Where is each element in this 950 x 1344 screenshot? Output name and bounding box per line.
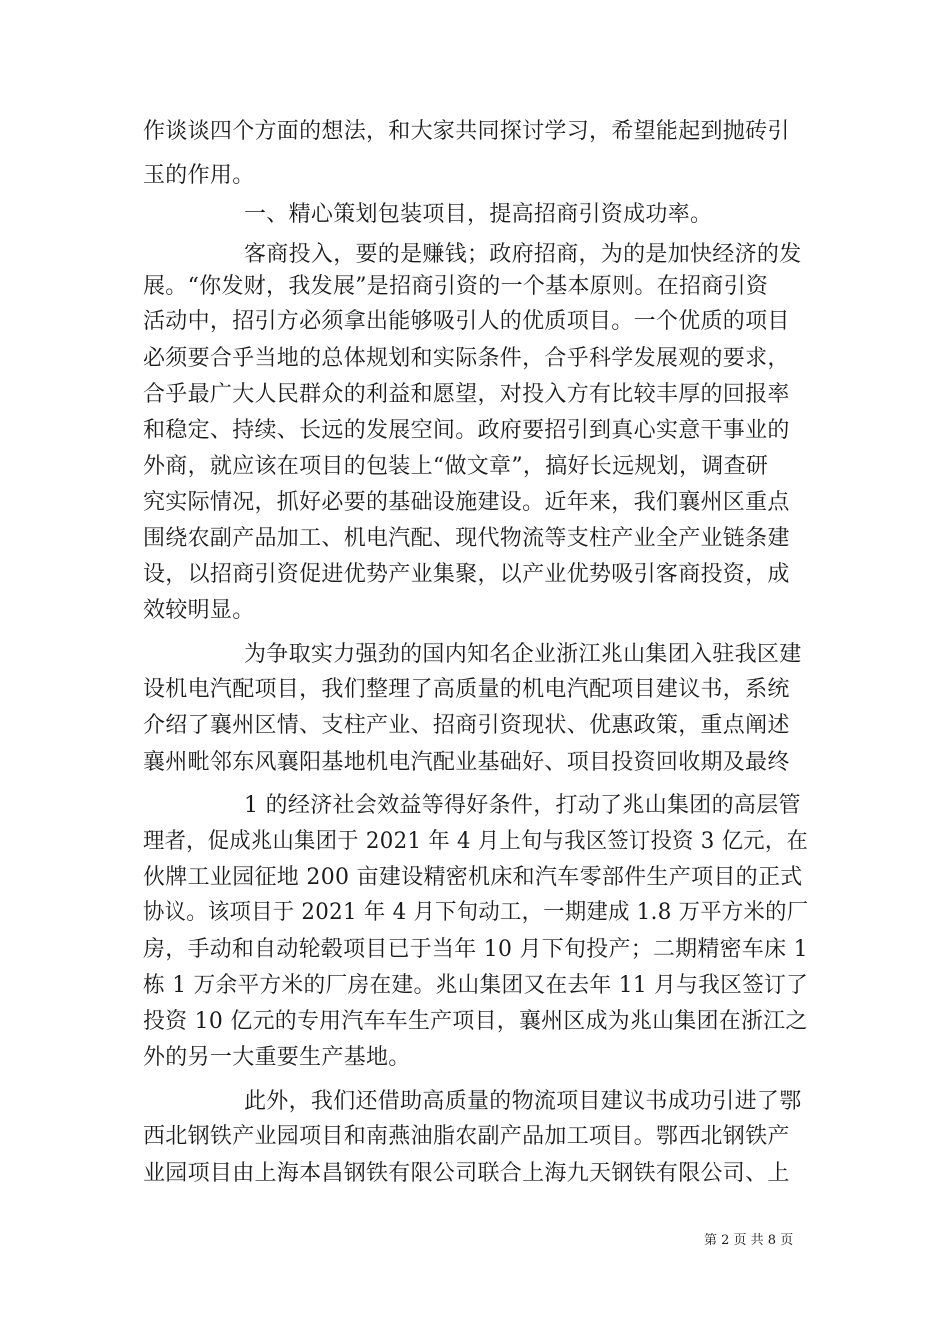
text-line: 玉的作用。 bbox=[143, 163, 255, 188]
text-line: 投资 10 亿元的专用汽车车生产项目，襄州区成为兆山集团在浙江之 bbox=[143, 1009, 808, 1034]
text-line: 房，手动和自动轮毂项目已于当年 10 月下旬投产；二期精密车床 1 bbox=[143, 937, 808, 962]
text-line: 理者，促成兆山集团于 2021 年 4 月上旬与我区签订投资 3 亿元，在 bbox=[143, 829, 809, 854]
text-line: 设，以招商引资促进优势产业集聚，以产业优势吸引客商投资，成 bbox=[143, 562, 790, 587]
text-line: 西北钢铁产业园项目和南燕油脂农副产品加工项目。鄂西北钢铁产 bbox=[143, 1124, 790, 1149]
section-heading: 一、精心策划包装项目，提高招商引资成功率。 bbox=[244, 202, 713, 227]
text-line: 业园项目由上海本昌钢铁有限公司联合上海九天钢铁有限公司、上 bbox=[143, 1161, 790, 1186]
page-number: 第 2 页 共 8 页 bbox=[704, 1233, 794, 1248]
text-line: 外的另一大重要生产基地。 bbox=[143, 1045, 411, 1070]
text-line: 和稳定、持续、长远的发展空间。政府要招引到真心实意干事业的 bbox=[143, 418, 790, 443]
text-line: 围绕农副产品加工、机电汽配、现代物流等支柱产业全产业链条建 bbox=[143, 526, 790, 551]
text-line: 合乎最广大人民群众的利益和愿望，对投入方有比较丰厚的回报率 bbox=[143, 382, 790, 407]
text-line: 效较明显。 bbox=[143, 598, 255, 623]
text-line: 客商投入，要的是赚钱；政府招商，为的是加快经济的发 bbox=[244, 242, 802, 267]
text-line: 介绍了襄州区情、支柱产业、招商引资现状、优惠政策，重点阐述 bbox=[143, 713, 790, 738]
text-line: 活动中，招引方必须拿出能够吸引人的优质项目。一个优质的项目 bbox=[143, 309, 790, 334]
text-line: 设机电汽配项目，我们整理了高质量的机电汽配项目建议书，系统 bbox=[143, 677, 790, 702]
text-line: 协议。该项目于 2021 年 4 月下旬动工，一期建成 1.8 万平方米的厂 bbox=[143, 900, 809, 925]
text-line: 襄州毗邻东风襄阳基地机电汽配业基础好、项目投资回收期及最终 bbox=[143, 750, 790, 775]
text-line: 展。“你发财，我发展”是招商引资的一个基本原则。在招商引资 bbox=[143, 274, 769, 299]
text-line: 为争取实力强劲的国内知名企业浙江兆山集团入驻我区建 bbox=[244, 642, 802, 667]
text-line: 栋 1 万余平方米的厂房在建。兆山集团又在去年 11 月与我区签订了 bbox=[143, 973, 809, 998]
text-line: 外商，就应该在项目的包装上“做文章”，搞好长远规划，调查研 bbox=[143, 454, 769, 479]
text-line: 究实际情况，抓好必要的基础设施建设。近年来，我们襄州区重点 bbox=[143, 490, 790, 515]
text-line: 1 的经济社会效益等得好条件，打动了兆山集团的高层管 bbox=[244, 793, 801, 818]
text-line: 此外，我们还借助高质量的物流项目建议书成功引进了鄂 bbox=[244, 1089, 802, 1114]
text-line: 必须要合乎当地的总体规划和实际条件，合乎科学发展观的要求， bbox=[143, 346, 790, 371]
text-line: 伙牌工业园征地 200 亩建设精密机床和汽车零部件生产项目的正式 bbox=[143, 865, 803, 890]
text-line: 作谈谈四个方面的想法，和大家共同探讨学习，希望能起到抛砖引 bbox=[143, 119, 790, 144]
